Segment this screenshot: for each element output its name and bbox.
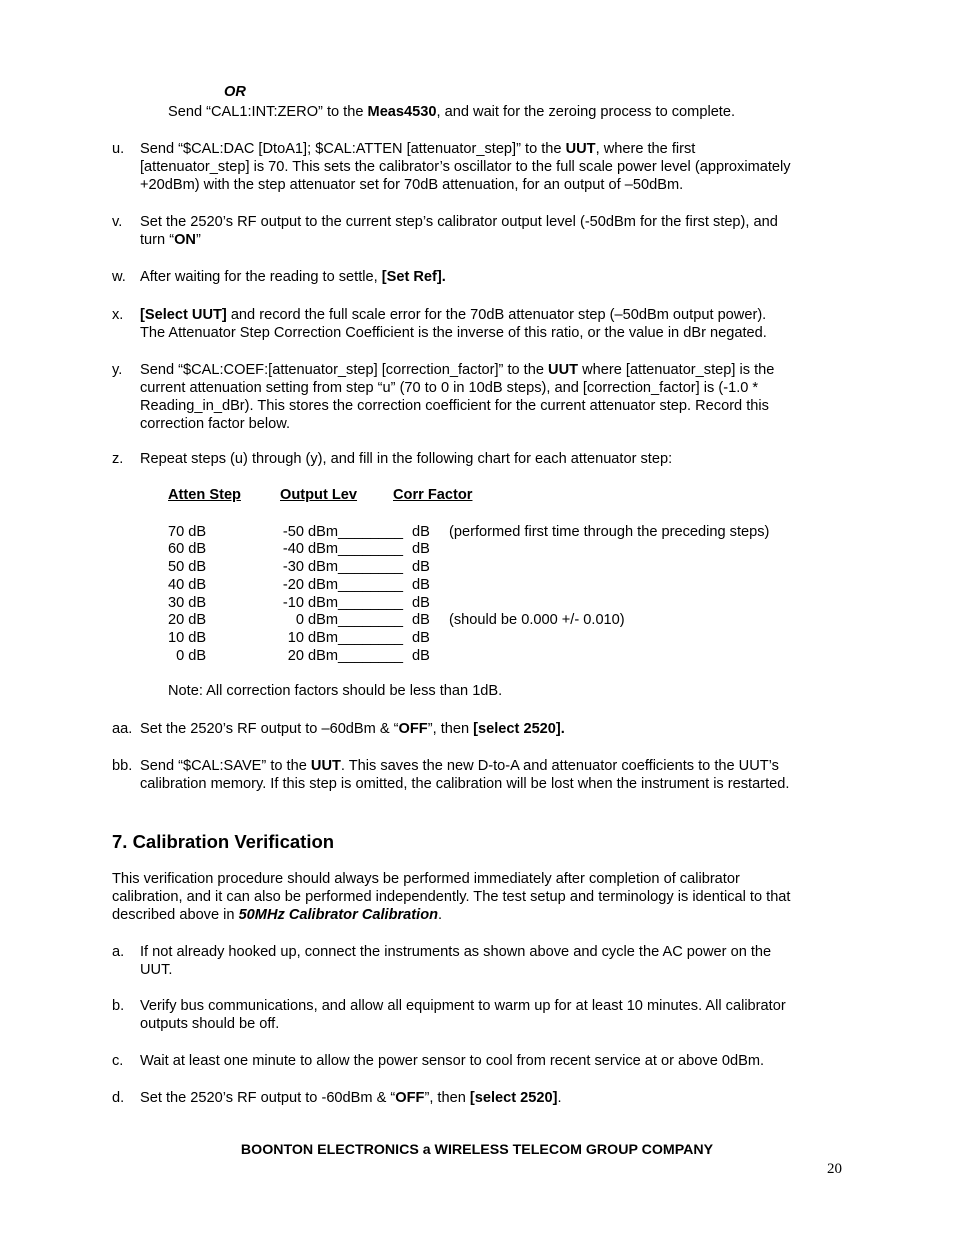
table-header-atten-step: Atten Step xyxy=(168,487,241,503)
table-row: 30 dB -10 dBm ________ dB xyxy=(168,595,430,611)
step-text: Set the 2520’s RF output to -60dBm & “OFF”, then [select 2520]. xyxy=(140,1090,562,1106)
step-text: Set the 2520’s RF output to –60dBm & “OFF”, then [select 2520]. xyxy=(140,721,565,737)
table-row: 0 dB 20 dBm ________ dB xyxy=(168,648,430,664)
zero-instruction: Send “CAL1:INT:ZERO” to the Meas4530, and wait for the zeroing process to complete. xyxy=(168,104,736,120)
step-b xyxy=(112,997,842,1033)
or-label: OR xyxy=(224,84,246,100)
step-label: x. xyxy=(112,307,124,323)
step-text: Set the 2520’s RF output to the current step’s calibrator output level (-50dBm for the first step), and turn “ON” xyxy=(140,214,778,248)
step-text: Wait at least one minute to allow the power sensor to cool from recent service at or above 0dBm. xyxy=(140,1053,765,1069)
step-label: z. xyxy=(112,451,124,467)
step-d xyxy=(112,1089,842,1107)
step-c xyxy=(112,1052,842,1070)
step-label: y. xyxy=(112,362,123,378)
step-text: Repeat steps (u) through (y), and fill in the following chart for each attenuator step: xyxy=(140,451,673,467)
step-label: a. xyxy=(112,944,125,960)
section-title: 7. Calibration Verification xyxy=(112,831,335,852)
step-label: b. xyxy=(112,998,125,1014)
step-label: v. xyxy=(112,214,123,230)
page-number: 20 xyxy=(827,1161,842,1177)
table-row: 20 dB 0 dBm ________ dB (should be 0.000 +/- 0.010) xyxy=(168,612,625,628)
step-x xyxy=(112,306,842,342)
step-text: After waiting for the reading to settle, [Set Ref]. xyxy=(140,269,446,285)
table-header-corr-factor: Corr Factor xyxy=(393,487,473,503)
step-u xyxy=(112,140,842,194)
table-note: Note: All correction factors should be less than 1dB. xyxy=(168,683,503,699)
step-label: w. xyxy=(112,269,126,285)
table-row: 10 dB 10 dBm ________ dB xyxy=(168,630,430,646)
step-y xyxy=(112,361,842,433)
step-text: Send “$CAL:COEF:[attenuator_step] [correction_factor]” to the UUT where [attenuator_step] is the current attenuation setting from step “u” (70 to 0 in 10dB steps), and [correction_factor] is (-1.0 * Reading_in_dBr). This stores the correction coefficient for the current attenuator step. Record this correction factor below. xyxy=(140,362,775,432)
step-v xyxy=(112,213,842,249)
step-z xyxy=(112,450,842,468)
table-row: 70 dB -50 dBm ________ dB (performed first time through the preceding steps) xyxy=(168,524,770,540)
section-intro: This verification procedure should always be performed immediately after completion of calibrator calibration, and it can also be performed independently. The test setup and terminology is identical to that described above in 50MHz Calibrator Calibration. xyxy=(112,871,791,923)
step-w xyxy=(112,268,842,286)
step-aa xyxy=(112,720,842,738)
step-a xyxy=(112,943,842,979)
table-row: 40 dB -20 dBm ________ dB xyxy=(168,577,430,593)
step-label: bb. xyxy=(112,758,133,774)
step-label: u. xyxy=(112,141,125,157)
step-text: If not already hooked up, connect the instruments as shown above and cycle the AC power on the UUT. xyxy=(140,944,772,978)
step-bb xyxy=(112,757,842,793)
step-text: Send “$CAL:SAVE” to the UUT. This saves the new D-to-A and attenuator coefficients to the UUT’s calibration memory. If this step is omitted, the calibration will be lost when the instrument is restarted. xyxy=(140,758,790,792)
table-row: 60 dB -40 dBm ________ dB xyxy=(168,541,430,557)
table-header-output-lev: Output Lev xyxy=(280,487,358,503)
step-text: [Select UUT] and record the full scale error for the 70dB attenuator step (–50dBm output power). The Attenuator Step Correction Coefficient is the inverse of this ratio, or the value in dBr negated. xyxy=(140,307,767,341)
table-row: 50 dB -30 dBm ________ dB xyxy=(168,559,430,575)
step-label: d. xyxy=(112,1090,125,1106)
step-label: c. xyxy=(112,1053,124,1069)
page-footer: BOONTON ELECTRONICS a WIRELESS TELECOM GROUP COMPANY xyxy=(240,1142,714,1158)
step-text: Send “$CAL:DAC [DtoA1]; $CAL:ATTEN [attenuator_step]” to the UUT, where the first [attenuator_step] is 70. This sets the calibrator’s oscillator to the full scale power level (approximately +20dBm) with the step attenuator set for 70dB attenuation, for an output of –50dBm. xyxy=(140,141,791,193)
step-label: aa. xyxy=(112,721,133,737)
step-text: Verify bus communications, and allow all equipment to warm up for at least 10 minutes. All calibrator outputs should be off. xyxy=(140,998,786,1032)
